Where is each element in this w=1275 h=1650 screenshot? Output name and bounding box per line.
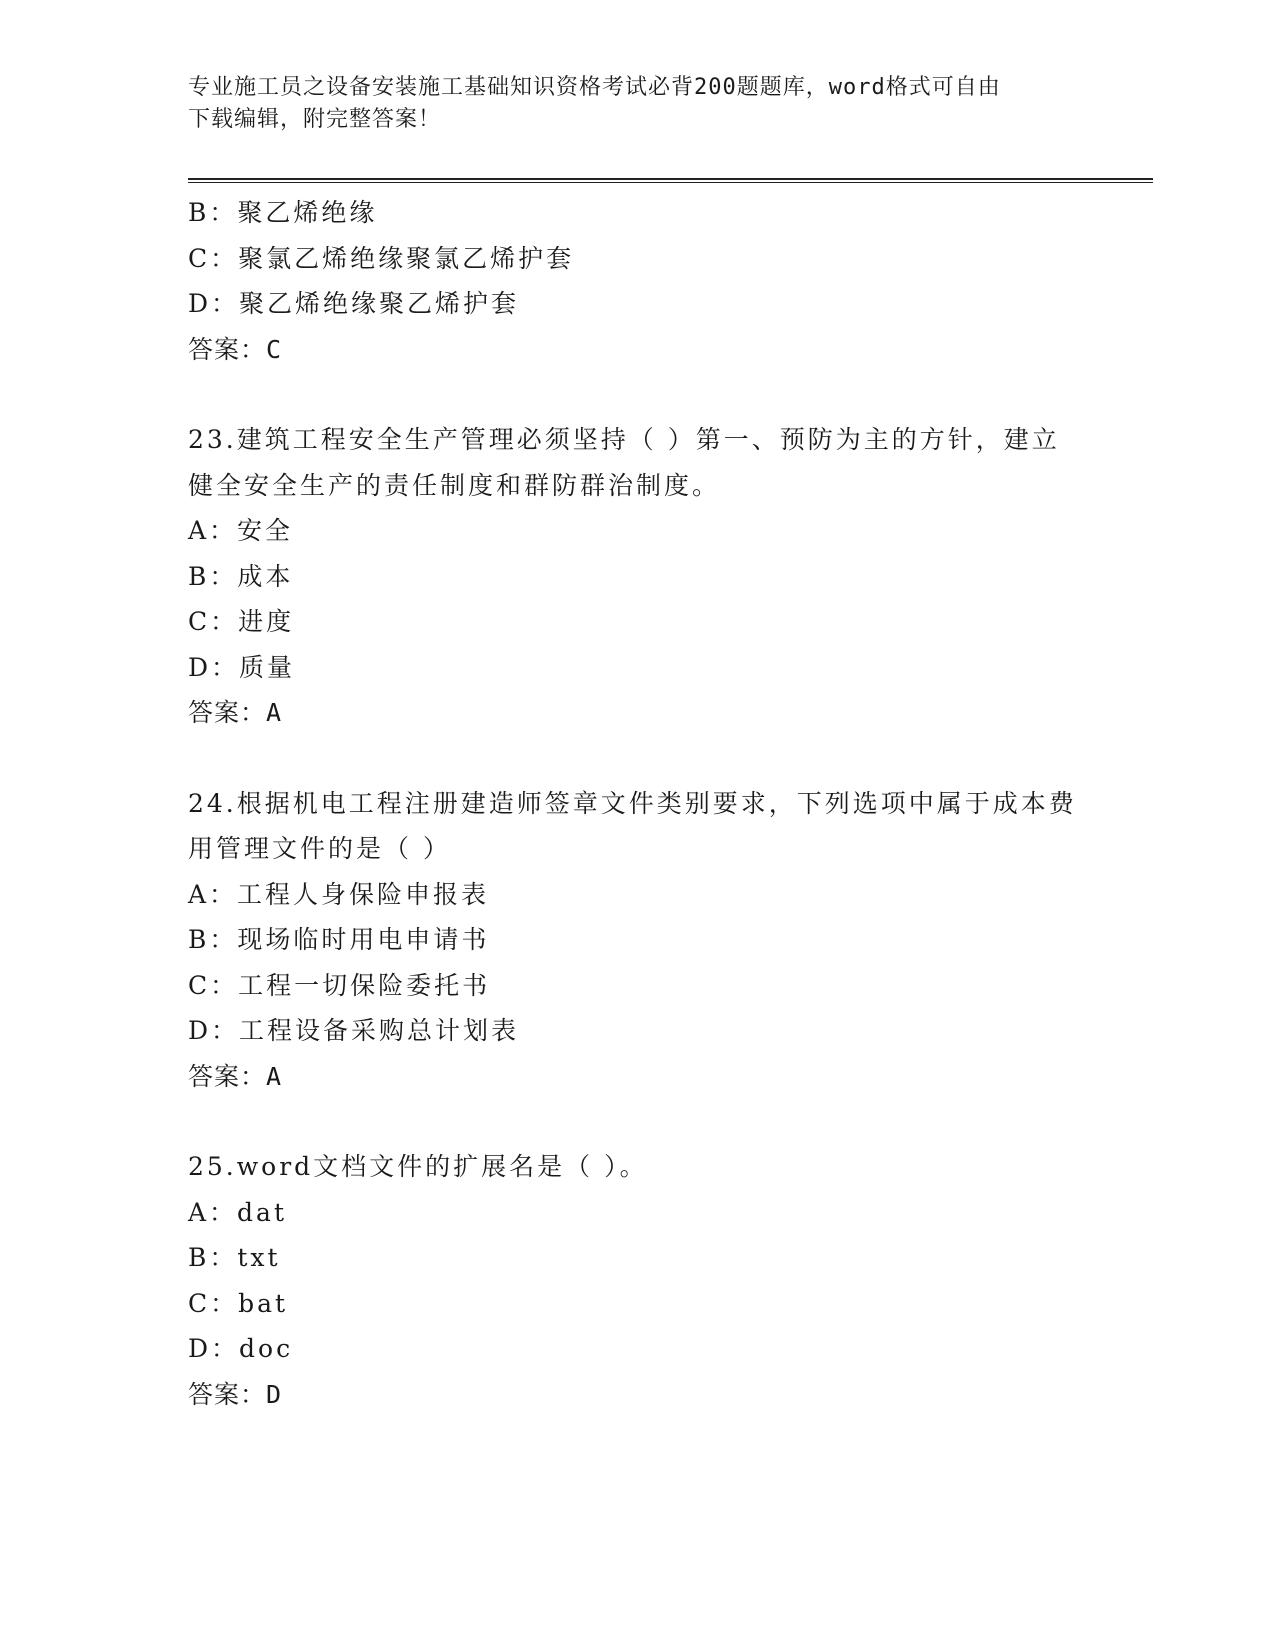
spacer bbox=[188, 1099, 1088, 1144]
option-d: D：工程设备采购总计划表 bbox=[188, 1016, 520, 1045]
question-block-24 bbox=[188, 781, 1088, 1100]
option-a: A：工程人身保险申报表 bbox=[188, 879, 490, 909]
option-d: D：质量 bbox=[188, 652, 296, 682]
option-c: C：进度 bbox=[188, 607, 295, 636]
option-b: B：成本 bbox=[188, 561, 294, 591]
option-c: C：聚氯乙烯绝缘聚氯乙烯护套 bbox=[188, 243, 575, 273]
header-line-1: 专业施工员之设备安装施工基础知识资格考试必背200题题库，word格式可自由 bbox=[188, 75, 1001, 100]
spacer bbox=[188, 372, 1088, 417]
question-stem: 25.word文档文件的扩展名是（ ）。 bbox=[188, 1152, 648, 1181]
option-a: A：dat bbox=[188, 1197, 288, 1227]
answer: 答案：C bbox=[188, 334, 283, 364]
header-line-2: 下载编辑，附完整答案！ bbox=[188, 107, 442, 132]
page-header bbox=[188, 72, 1088, 136]
spacer bbox=[188, 736, 1088, 781]
question-stem: 24.根据机电工程注册建造师签章文件类别要求，下列选项中属于成本费用管理文件的是（ ） bbox=[188, 788, 1077, 863]
option-b: B：txt bbox=[188, 1243, 281, 1272]
question-block-25 bbox=[188, 1144, 1088, 1417]
answer: 答案：A bbox=[188, 698, 283, 727]
question-block-23 bbox=[188, 417, 1088, 736]
question-list bbox=[188, 190, 1088, 1417]
header-rule bbox=[188, 178, 1153, 183]
option-d: D：聚乙烯绝缘聚乙烯护套 bbox=[188, 289, 520, 318]
answer: 答案：A bbox=[188, 1061, 283, 1091]
option-c: C：bat bbox=[188, 1288, 289, 1318]
question-stem: 23.建筑工程安全生产管理必须坚持（ ）第一、预防为主的方针，建立健全安全生产的责任制度和群防群治制度。 bbox=[188, 425, 1060, 500]
question-block-22 bbox=[188, 190, 1088, 372]
option-d: D：doc bbox=[188, 1334, 294, 1363]
option-c: C：工程一切保险委托书 bbox=[188, 970, 491, 1000]
option-a: A：安全 bbox=[188, 516, 294, 545]
option-b: B：现场临时用电申请书 bbox=[188, 925, 490, 954]
option-b: B：聚乙烯绝缘 bbox=[188, 198, 378, 227]
answer: 答案：D bbox=[188, 1379, 283, 1409]
